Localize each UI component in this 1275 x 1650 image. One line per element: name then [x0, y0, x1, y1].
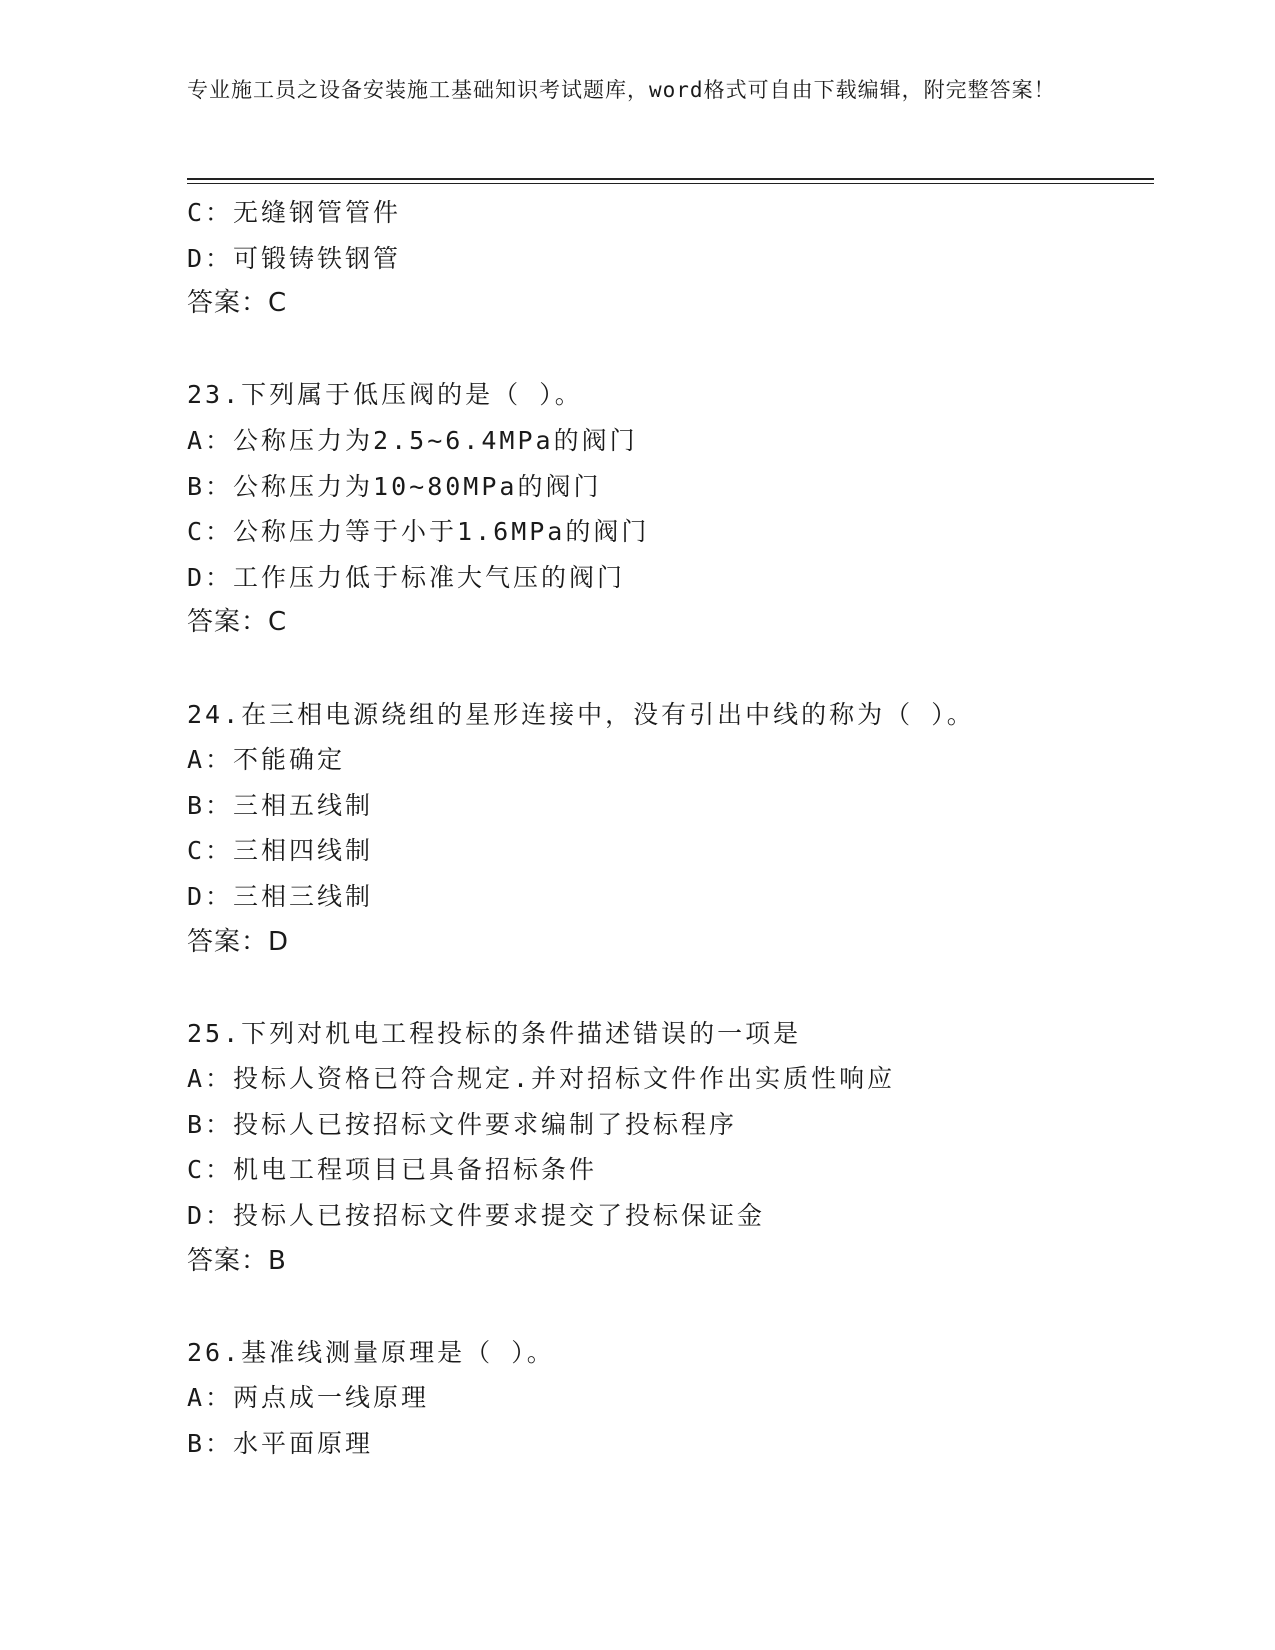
option-line: B：公称压力为10~80MPa的阀门: [187, 471, 602, 501]
option-line: D：工作压力低于标准大气压的阀门: [187, 562, 626, 592]
blank-gap: [187, 1284, 1147, 1330]
option-line: A：两点成一线原理: [187, 1383, 430, 1413]
answer-line: 答案：D: [187, 926, 290, 957]
option-line: A：公称压力为2.5~6.4MPa的阀门: [187, 425, 638, 455]
option-line: B：投标人已按招标文件要求编制了投标程序: [187, 1109, 738, 1139]
answer-line: 答案：B: [187, 1245, 287, 1276]
option-line: C：公称压力等于小于1.6MPa的阀门: [187, 517, 650, 547]
answer-line: 答案：C: [187, 288, 288, 319]
question-line: 24.在三相电源绕组的星形连接中，没有引出中线的称为（ ）。: [187, 699, 975, 729]
option-line: C：三相四线制: [187, 836, 374, 866]
option-line: A：不能确定: [187, 745, 346, 775]
question-line: 25.下列对机电工程投标的条件描述错误的一项是: [187, 1018, 802, 1048]
answer-line: 答案：C: [187, 607, 288, 638]
option-line: B：水平面原理: [187, 1429, 374, 1459]
option-line: D：投标人已按招标文件要求提交了投标保证金: [187, 1201, 766, 1231]
question-content: [187, 190, 1147, 1467]
page-header: 专业施工员之设备安装施工基础知识考试题库，word格式可自由下载编辑，附完整答案！: [187, 78, 1056, 102]
header-rule-thin: [187, 183, 1154, 184]
question-line: 26.基准线测量原理是（ ）。: [187, 1337, 555, 1367]
header-rule-thick: [187, 178, 1154, 180]
option-line: D：三相三线制: [187, 881, 374, 911]
option-line: D：可锻铸铁钢管: [187, 243, 402, 273]
blank-gap: [187, 327, 1147, 373]
blank-gap: [187, 646, 1147, 692]
question-line: 23.下列属于低压阀的是（ ）。: [187, 380, 583, 410]
option-line: B：三相五线制: [187, 790, 374, 820]
option-line: C：无缝钢管管件: [187, 198, 402, 227]
blank-gap: [187, 965, 1147, 1011]
option-line: A：投标人资格已符合规定.并对招标文件作出实质性响应: [187, 1064, 896, 1094]
option-line: C：机电工程项目已具备招标条件: [187, 1155, 598, 1185]
